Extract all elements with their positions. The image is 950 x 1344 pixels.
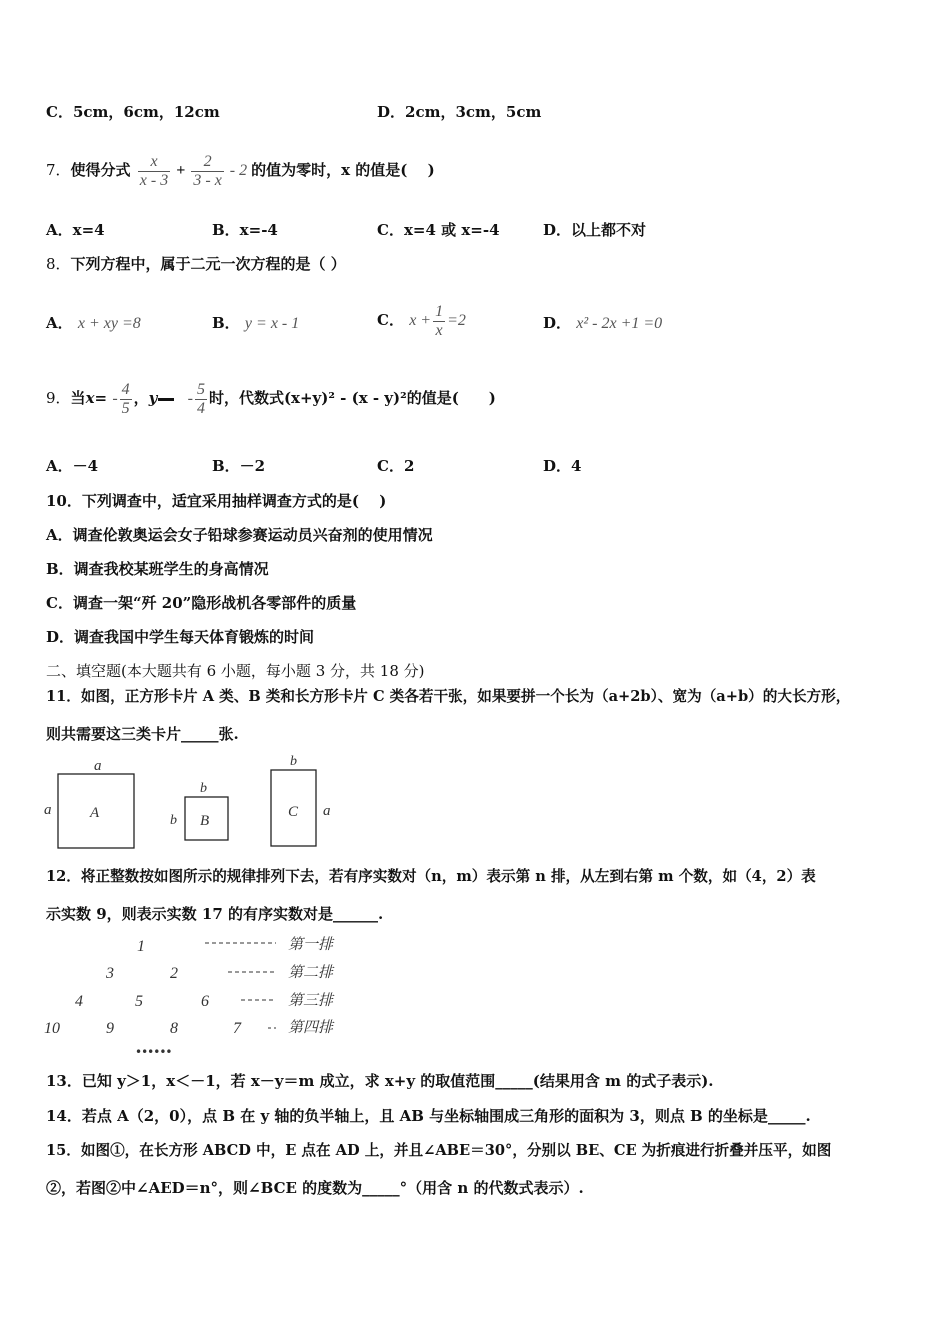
svg-text:C: C [288, 804, 299, 820]
svg-text:b: b [290, 754, 297, 769]
q6-option-d: D．2cm，3cm，5cm [377, 103, 542, 121]
row-label-2: 第二排 [288, 963, 334, 981]
row-label-4: 第四排 [288, 1018, 334, 1036]
q11-cards-figure [40, 752, 340, 856]
card-b [170, 781, 228, 840]
svg-text:a: a [44, 802, 52, 818]
svg-text:a: a [94, 758, 102, 774]
tri-r1-c1: 1 [137, 938, 145, 955]
q10-option-c: C．调查一架“歼 20”隐形战机各零部件的质量 [46, 594, 357, 612]
svg-text:a: a [323, 803, 331, 819]
question-12-line1: 12．将正整数按如图所示的规律排列下去，若有序实数对（n，m）表示第 n 排，从左到右第 m 个数，如（4，2）表 [46, 868, 816, 885]
svg-text:A: A [90, 805, 100, 821]
tri-r3-c3: 6 [201, 993, 209, 1010]
question-12-line2: 示实数 9，则表示实数 17 的有序实数对是______. [46, 905, 384, 923]
question-15-line2: ②，若图②中∠AED＝n°，则∠BCE 的度数为_____°（用含 n 的代数式表示）. [46, 1179, 584, 1197]
tri-r4-c4: 7 [233, 1020, 241, 1037]
q10-option-a: A．调查伦敦奥运会女子铅球参赛运动员兴奋剂的使用情况 [46, 526, 433, 544]
q9-equals-mark [158, 398, 174, 401]
q8-option-c: C． x + $\frac{1}{x}$ =2 [377, 302, 466, 339]
q7-number: 7． [46, 161, 71, 179]
q9-option-c: C．2 [377, 457, 415, 475]
continuation-dots: •••••• [135, 1045, 172, 1059]
q7-option-c: C．x=4 或 x=-4 [377, 221, 500, 239]
question-13: 13．已知 y＞1，x＜－1，若 x－y＝m 成立，求 x+y 的取值范围_____(结果用含 m 的式子表示). [46, 1072, 714, 1090]
svg-text:b: b [200, 781, 207, 796]
q8-d-formula: x² - 2x +1 =0 [576, 315, 663, 332]
row-label-1: 第一排 [288, 935, 334, 953]
q6-option-c: C．5cm，6cm，12cm [46, 103, 220, 121]
tri-r2-c2: 2 [170, 965, 178, 982]
question-11-line1: 11．如图，正方形卡片 A 类、B 类和长方形卡片 C 类各若干张，如果要拼一个长为（a+2b）、宽为（a+b）的大长方形， [46, 688, 851, 705]
q7-option-d: D．以上都不对 [543, 221, 647, 239]
q7-option-a: A．x=4 [46, 221, 105, 239]
tri-r3-c2: 5 [135, 993, 143, 1010]
q7-formula: $\frac{x}{x - 3}$ + $\frac{2}{3 - x}$ - 2 [139, 152, 248, 189]
q7-fraction-1: $\frac{x}{x - 3}$ [139, 152, 169, 189]
q9-option-d: D．4 [543, 457, 582, 475]
tri-r3-c1: 4 [75, 993, 83, 1010]
q8-option-d: D． x² - 2x +1 =0 [543, 314, 663, 332]
q12-triangle-figure [40, 930, 360, 1066]
question-10: 10．下列调查中，适宜采用抽样调查方式的是( ) [46, 492, 387, 510]
card-a [44, 758, 134, 848]
q10-option-d: D．调查我国中学生每天体育锻炼的时间 [46, 628, 315, 646]
svg-text:B: B [200, 813, 210, 829]
q7-prefix: 使得分式 [70, 161, 131, 179]
tri-r4-c2: 9 [106, 1020, 114, 1037]
q7-suffix: 的值为零时，x 的值是( ) [251, 161, 435, 179]
card-c [271, 754, 331, 846]
q8-a-formula: x + xy =8 [77, 315, 141, 332]
row-label-3: 第三排 [288, 991, 334, 1009]
q8-c-formula: x + $\frac{1}{x}$ =2 [409, 302, 466, 339]
question-7 [46, 140, 435, 201]
tri-r4-c1: 10 [44, 1020, 60, 1037]
question-11-line2: 则共需要这三类卡片_____张. [46, 725, 239, 743]
q7-option-b: B．x=-4 [212, 221, 278, 239]
svg-text:b: b [170, 813, 177, 828]
tri-r4-c3: 8 [170, 1020, 178, 1037]
q10-option-b: B．调查我校某班学生的身高情况 [46, 560, 269, 578]
q8-option-b: B． y = x - 1 [212, 314, 300, 332]
q9-option-a: A．－4 [46, 457, 99, 475]
question-15-line1: 15．如图①，在长方形 ABCD 中，E 点在 AD 上，并且∠ABE＝30°，分别以 BE、CE 为折痕进行折叠并压平，如图 [46, 1142, 832, 1159]
section-2-heading: 二、填空题(本大题共有 6 小题，每小题 3 分，共 18 分) [46, 662, 425, 680]
question-14: 14．若点 A（2，0），点 B 在 y 轴的负半轴上，且 AB 与坐标轴围成三角形的面积为 3，则点 B 的坐标是_____. [46, 1107, 811, 1125]
q9-x-value: - $\frac{4}{5}$ [112, 380, 130, 417]
tri-r2-c1: 3 [106, 965, 114, 982]
q8-b-formula: y = x - 1 [244, 315, 300, 332]
q8-option-a: A． x + xy =8 [46, 314, 141, 332]
q9-option-b: B．－2 [212, 457, 266, 475]
q7-fraction-2: $\frac{2}{3 - x}$ [193, 152, 222, 189]
q9-y-value: - $\frac{5}{4}$ [187, 380, 205, 417]
question-9: 9．当x= - $\frac{4}{5}$ ，y - $\frac{5}{4}$ 时，代数式(x+y)² - (x - y)²的值是( ) [46, 380, 496, 417]
question-8: 8．下列方程中，属于二元一次方程的是（ ） [46, 255, 346, 273]
